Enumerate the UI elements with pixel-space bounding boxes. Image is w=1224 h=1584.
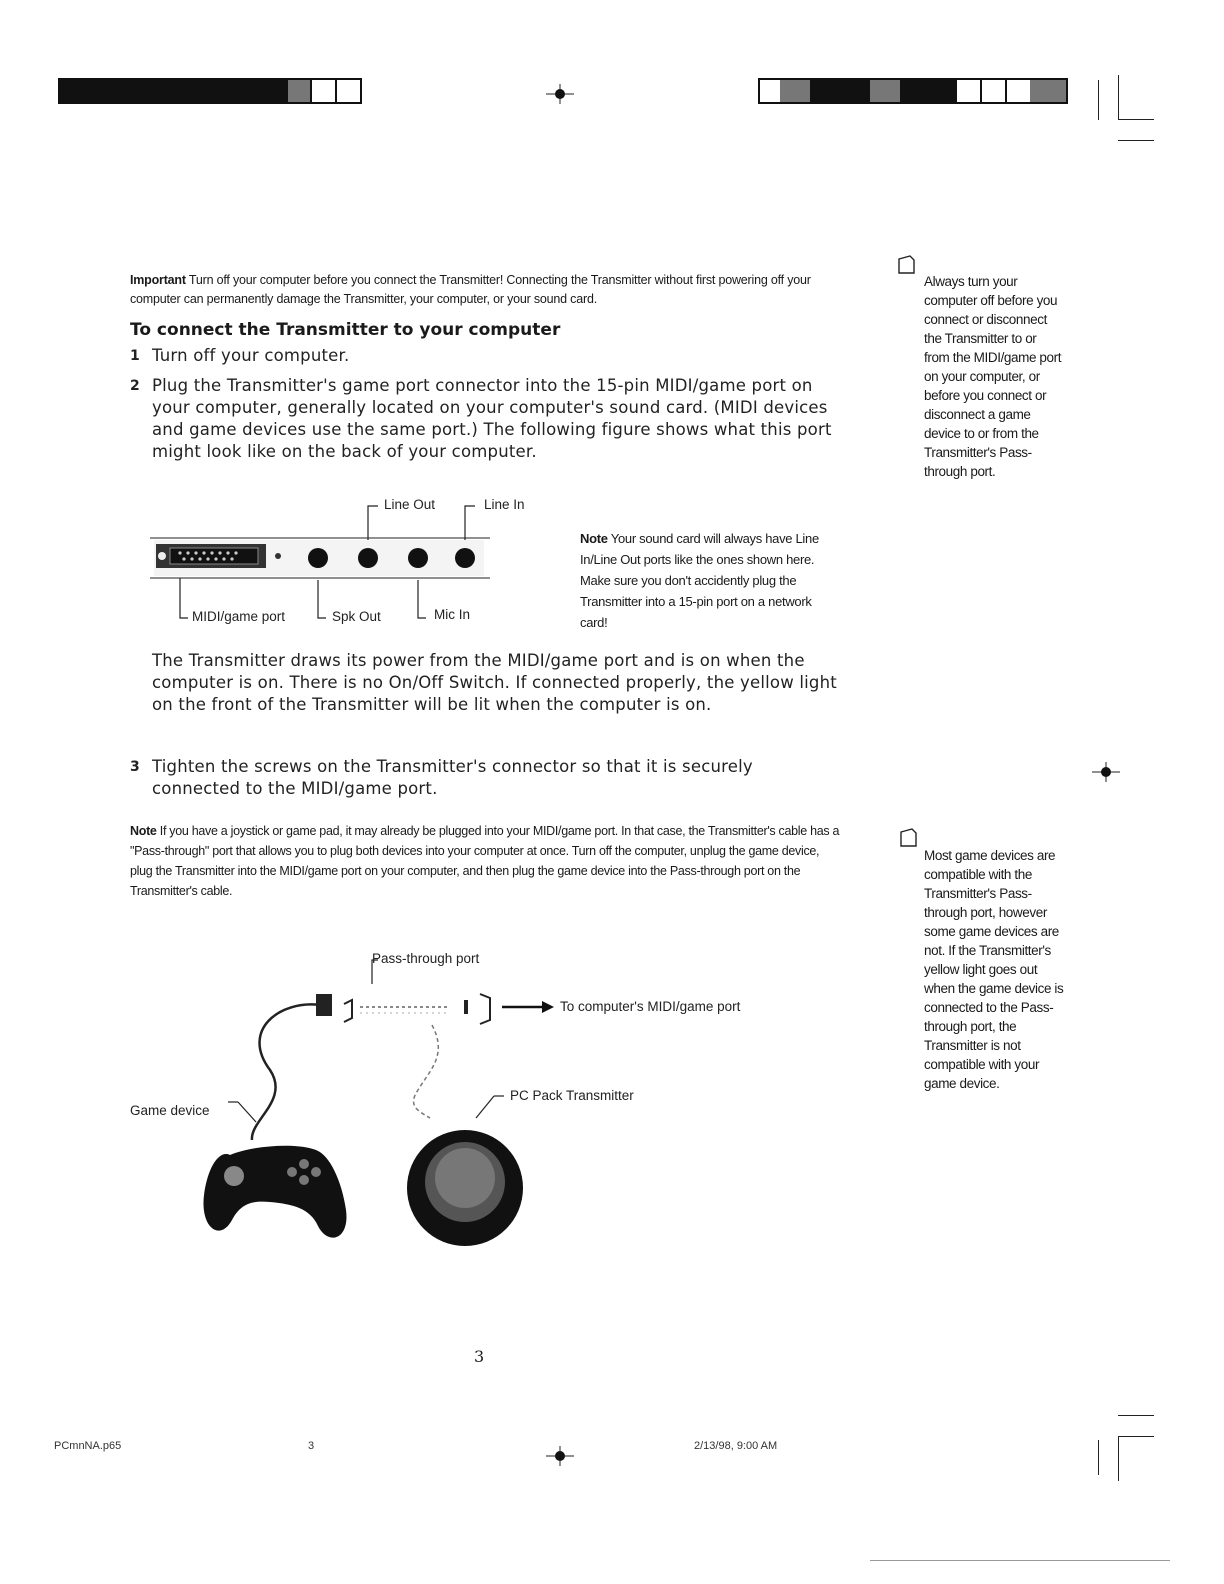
registration-target-icon	[1092, 762, 1120, 782]
transmitter-figure	[180, 950, 600, 1260]
crop-mark	[1118, 1436, 1119, 1481]
power-text: The Transmitter draws its power from the MIDI/game port and is on when the computer is on. There is no On/Off Switch. If connected properly, the yellow light on the front of the Transmitter will be lit when the computer is on.	[152, 651, 837, 714]
important-label: Important	[130, 273, 186, 287]
footer-filename: PCmnNA.p65	[54, 1440, 122, 1452]
step-text: Plug the Transmitter's game port connector into the 15-pin MIDI/game port on your computer, generally located on your computer's sound card. (MIDI devices and game devices use the same port.) The following figure shows what this port might look like on the back of your computer.	[152, 376, 832, 461]
footer-timestamp: 2/13/98, 9:00 AM	[694, 1440, 778, 1452]
step-text: Tighten the screws on the Transmitter's connector so that it is securely connected to the MIDI/game port.	[152, 757, 753, 798]
crop-mark	[1118, 119, 1154, 120]
registration-bar-right	[758, 78, 1068, 104]
tip-icon	[896, 253, 920, 277]
mic-in-label: Mic In	[434, 607, 471, 622]
tip-icon	[898, 826, 922, 850]
important-text: Turn off your computer before you connect the Transmitter! Connecting the Transmitter without first powering off your computer can permanently damage the Transmitter, your computer, or your sound card.	[130, 273, 811, 306]
crop-mark	[1098, 1440, 1099, 1475]
registration-target-icon	[546, 84, 574, 104]
step-number: 2	[130, 378, 140, 394]
game-device-label: Game device	[130, 1103, 210, 1118]
note-sound-card	[580, 528, 820, 633]
line-out-label: Line Out	[384, 497, 436, 512]
crop-mark	[870, 1560, 1170, 1561]
registration-target-icon	[546, 1446, 574, 1466]
crop-mark	[1118, 75, 1119, 120]
step-number: 1	[130, 348, 140, 364]
note-label: Note	[580, 531, 608, 546]
pass-through-port-label: Pass-through port	[372, 951, 480, 966]
registration-bar-left	[58, 78, 362, 104]
spk-out-label: Spk Out	[332, 609, 381, 624]
note-text: If you have a joystick or game pad, it may already be plugged into your MIDI/game port. In that case, the Transmitter's cable has a "Pass-through" port that allows you to plug both devices into your computer at once. Turn off the computer, unplug the game device, plug the Transmitter into the MIDI/game port on your computer, and then plug the game device into the Pass-through port on the Transmitter's cable.	[130, 824, 840, 898]
note-label: Note	[130, 824, 157, 838]
pc-pack-transmitter-label: PC Pack Transmitter	[510, 1088, 634, 1103]
step-number: 3	[130, 759, 140, 775]
to-computer-label: To computer's MIDI/game port	[560, 999, 741, 1014]
sidebar-tip-2: Most game devices are compatible with the Transmitter's Pass-through port, however some game devices are not. If the Transmitter's yellow light goes out when the game device is connected to the Pass-through port, the Transmitter is not compatible with your game device.	[924, 848, 1064, 1091]
crop-mark	[1098, 80, 1099, 120]
line-in-label: Line In	[484, 497, 525, 512]
note-pass-through	[130, 821, 840, 901]
note-text: Your sound card will always have Line In/Line Out ports like the ones shown here. Make sure you don't accidently plug the Transmitter into a 15-pin port on a network card!	[580, 531, 819, 630]
footer-page: 3	[308, 1440, 315, 1452]
sidebar-tip-1: Always turn your computer off before you connect or disconnect the Transmitter to or from the MIDI/game port on your computer, or before you connect or disconnect a game device to or from the Transmitter's Pass-through port.	[924, 274, 1062, 479]
crop-mark	[1118, 1415, 1154, 1416]
important-notice	[130, 271, 850, 309]
midi-game-port-label: MIDI/game port	[192, 609, 286, 624]
crop-mark	[1118, 1436, 1154, 1437]
page-number: 3	[474, 1347, 485, 1366]
crop-mark	[1118, 140, 1154, 141]
step-text: Turn off your computer.	[152, 346, 350, 365]
procedure-title: To connect the Transmitter to your computer	[130, 320, 561, 340]
